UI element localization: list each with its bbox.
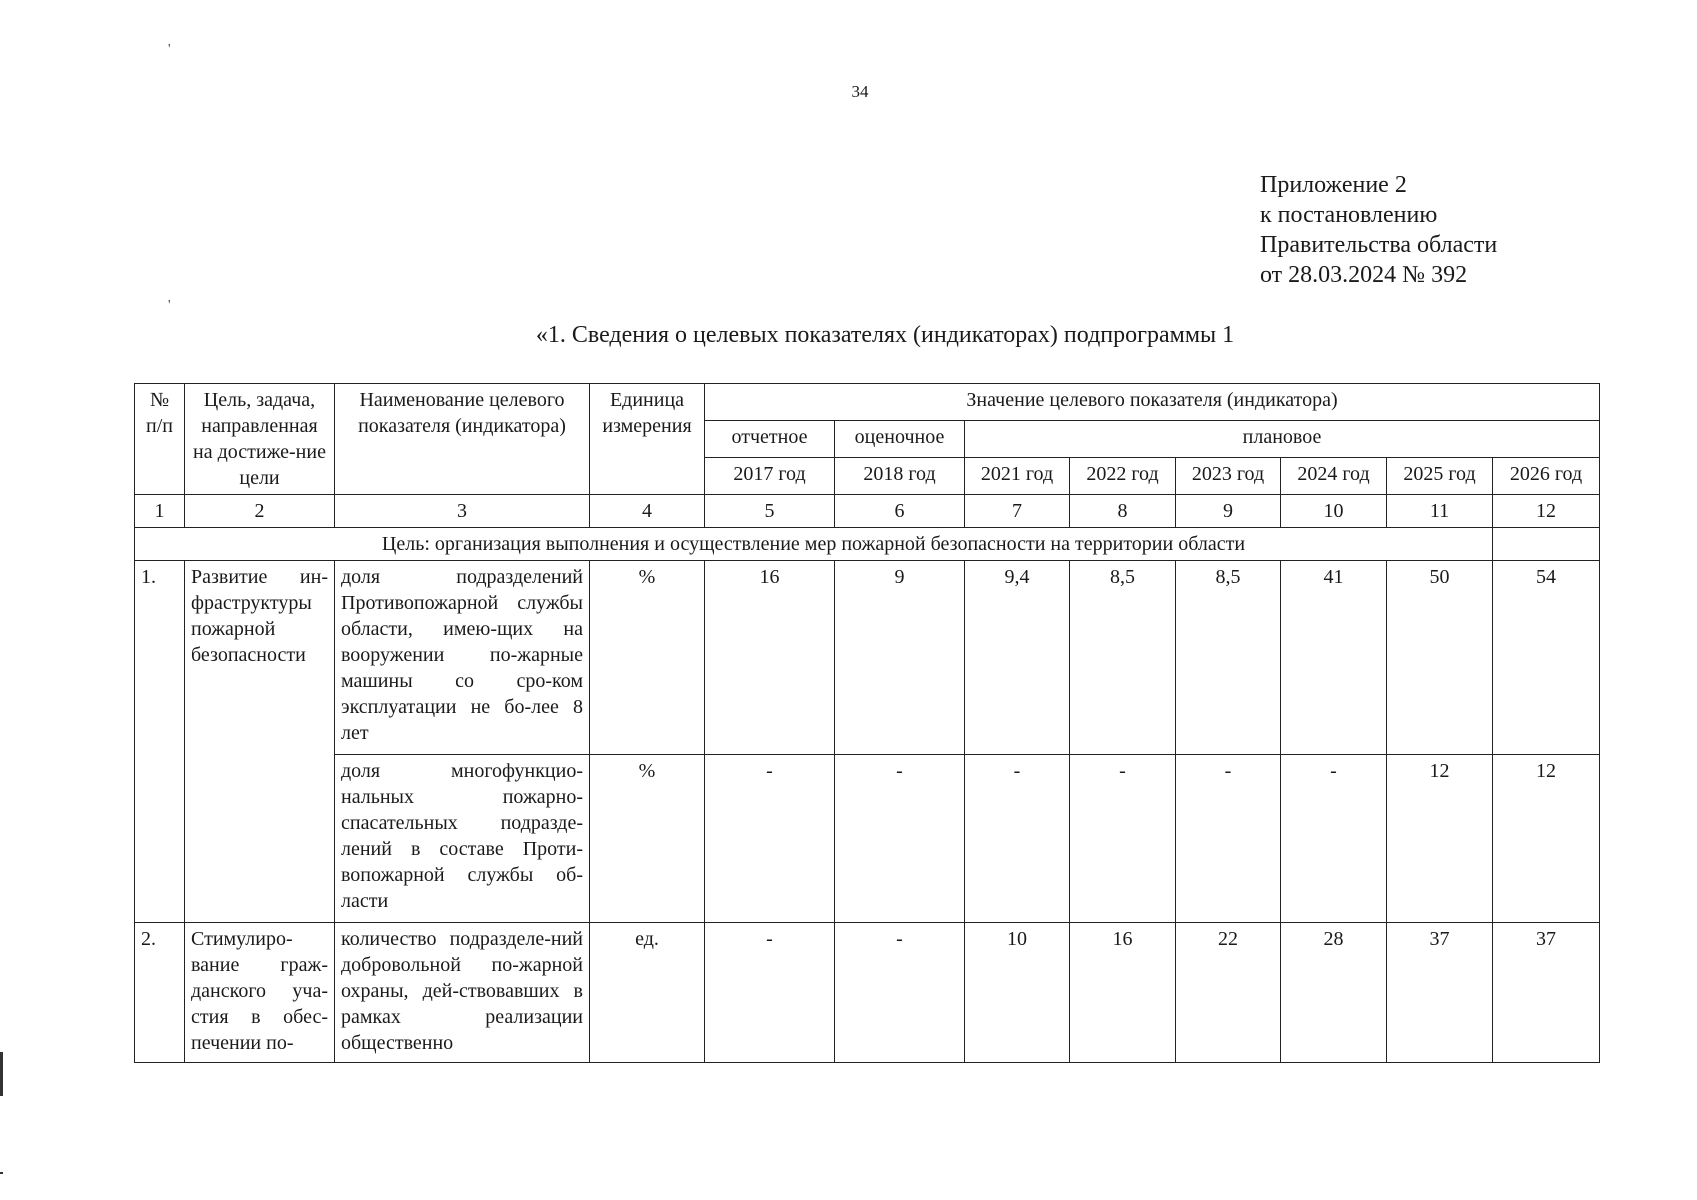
indicator-value: 28 — [1281, 923, 1387, 1063]
indicator-value: 50 — [1387, 561, 1493, 755]
header-planned: плановое — [965, 421, 1600, 458]
indicator-unit: % — [590, 755, 705, 923]
indicator-unit: % — [590, 561, 705, 755]
header-year: 2026 год — [1493, 458, 1600, 495]
goal-row — [135, 528, 1600, 561]
column-number: 6 — [835, 495, 965, 528]
indicator-value: - — [705, 923, 835, 1063]
indicator-value: 22 — [1176, 923, 1281, 1063]
scan-speck: ' — [168, 42, 171, 57]
column-numbers-row — [135, 495, 1600, 528]
indicator-value: 8,5 — [1070, 561, 1176, 755]
appendix-block — [1260, 170, 1497, 290]
document-title: «1. Сведения о целевых показателях (индикаторах) подпрограммы 1 — [535, 322, 1235, 348]
appendix-line-1: Приложение 2 — [1260, 172, 1407, 198]
row-number: 1. — [135, 561, 185, 923]
indicator-value: - — [1281, 755, 1387, 923]
header-indicator-name: Наименование целевого показателя (индикатора) — [335, 384, 590, 495]
indicator-name: количество подразделе-ний добровольной по-жарной охраны, дей-ствовавших в рамках реализации общественно — [335, 923, 590, 1063]
indicator-name: доля многофункцио-нальных пожарно-спасательных подразде-лений в составе Проти-вопожарной службы об-ласти — [335, 755, 590, 923]
scan-edge-mark — [0, 1172, 3, 1174]
column-number: 8 — [1070, 495, 1176, 528]
row-task: Стимулиро-вание граж-данского уча-стия в обес-печении по- — [185, 923, 335, 1063]
indicator-value: - — [1070, 755, 1176, 923]
table-row — [135, 923, 1600, 1063]
header-no: № п/п — [135, 384, 185, 495]
table-row — [135, 755, 1600, 923]
page-number: 34 — [851, 82, 869, 101]
header-year: 2024 год — [1281, 458, 1387, 495]
header-year: 2022 год — [1070, 458, 1176, 495]
indicator-value: - — [705, 755, 835, 923]
header-year: 2021 год — [965, 458, 1070, 495]
goal-text: Цель: организация выполнения и осуществление мер пожарной безопасности на территории области — [135, 528, 1493, 561]
indicator-value: 8,5 — [1176, 561, 1281, 755]
appendix-line-2: к постановлению — [1260, 202, 1438, 228]
appendix-line-4: от 28.03.2024 № 392 — [1260, 262, 1468, 288]
indicator-value: - — [965, 755, 1070, 923]
indicator-value: 37 — [1493, 923, 1600, 1063]
indicator-value: - — [1176, 755, 1281, 923]
row-number: 2. — [135, 923, 185, 1063]
indicator-value: 12 — [1493, 755, 1600, 923]
header-year: 2018 год — [835, 458, 965, 495]
table-row — [135, 561, 1600, 755]
header-year: 2017 год — [705, 458, 835, 495]
indicator-value: 9,4 — [965, 561, 1070, 755]
scan-edge-mark — [0, 1052, 3, 1096]
indicator-value: 54 — [1493, 561, 1600, 755]
column-number: 1 — [135, 495, 185, 528]
indicator-unit: ед. — [590, 923, 705, 1063]
header-year: 2025 год — [1387, 458, 1493, 495]
column-number: 7 — [965, 495, 1070, 528]
header-reported: отчетное — [705, 421, 835, 458]
goal-row-empty-cell — [1493, 528, 1600, 561]
header-year: 2023 год — [1176, 458, 1281, 495]
indicator-value: 41 — [1281, 561, 1387, 755]
column-number: 3 — [335, 495, 590, 528]
indicator-value: 9 — [835, 561, 965, 755]
column-number: 10 — [1281, 495, 1387, 528]
indicator-value: 10 — [965, 923, 1070, 1063]
indicator-name: доля подразделений Противопожарной службы области, имею-щих на вооружении по-жарные машины со сро-ком эксплуатации не бо-лее 8 лет — [335, 561, 590, 755]
indicator-value: 12 — [1387, 755, 1493, 923]
indicator-value: 37 — [1387, 923, 1493, 1063]
header-row-1 — [135, 384, 1600, 421]
indicator-value: - — [835, 923, 965, 1063]
appendix-line-3: Правительства области — [1260, 232, 1498, 258]
row-task: Развитие ин-фраструктуры пожарной безопасности — [185, 561, 335, 923]
header-goal: Цель, задача, направленная на достиже-ние цели — [185, 384, 335, 495]
indicator-value: 16 — [705, 561, 835, 755]
indicator-value: - — [835, 755, 965, 923]
column-number: 11 — [1387, 495, 1493, 528]
indicator-value: 16 — [1070, 923, 1176, 1063]
header-indicator-value: Значение целевого показателя (индикатора) — [705, 384, 1600, 421]
column-number: 4 — [590, 495, 705, 528]
column-number: 12 — [1493, 495, 1600, 528]
header-estimated: оценочное — [835, 421, 965, 458]
column-number: 2 — [185, 495, 335, 528]
header-unit: Единица измерения — [590, 384, 705, 495]
indicators-table — [134, 383, 1600, 1063]
scan-speck: ' — [168, 298, 171, 313]
column-number: 5 — [705, 495, 835, 528]
column-number: 9 — [1176, 495, 1281, 528]
